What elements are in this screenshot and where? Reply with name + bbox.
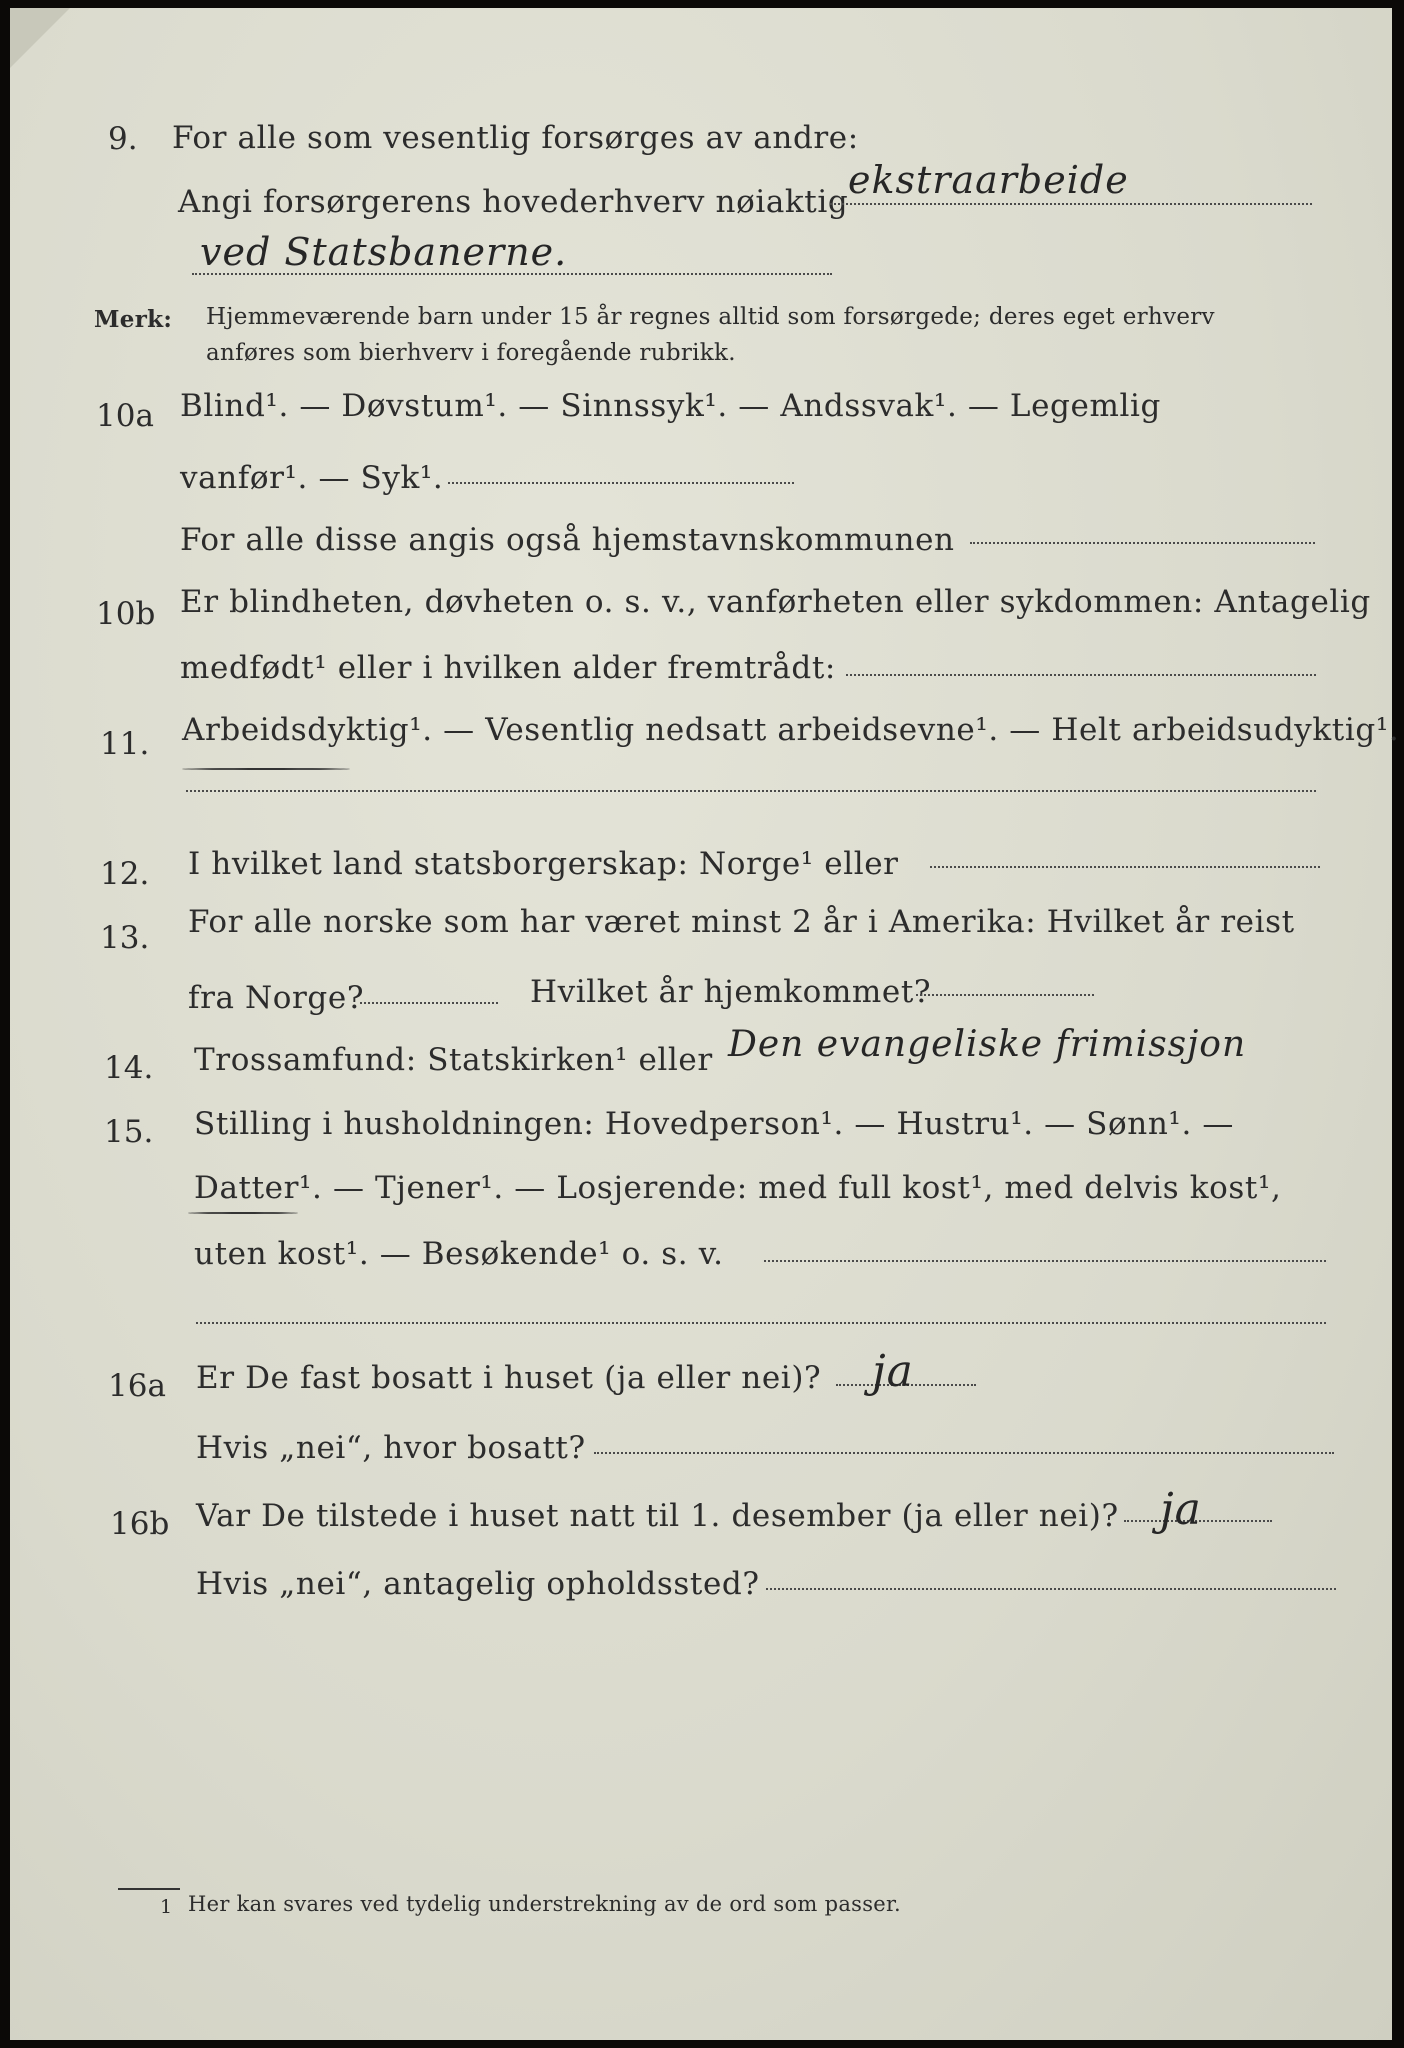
q13-line2b: Hvilket år hjemkommet? — [530, 974, 932, 1010]
q16b-line1: Var De tilstede i huset natt til 1. desember (ja eller nei)? — [196, 1498, 1119, 1534]
q9-handwritten-answer2: ved Statsbanerne. — [200, 230, 568, 274]
q15-line2: Datter¹. — Tjener¹. — Losjerende: med full kost¹, med delvis kost¹, — [194, 1170, 1282, 1206]
q9-number: 9. — [108, 121, 138, 157]
q14-line1: Trossamfund: Statskirken¹ eller — [194, 1042, 713, 1078]
footnote-rule — [118, 1888, 180, 1890]
q12-answer-line — [930, 866, 1320, 868]
q16a-number: 16a — [108, 1368, 166, 1404]
q10a-number: 10a — [96, 398, 154, 434]
q10a-line2: vanfør¹. — Syk¹. — [180, 460, 444, 496]
q11-underline-mark — [182, 768, 350, 770]
q16b-line2: Hvis „nei“, antagelig opholdssted? — [196, 1566, 760, 1602]
q16a-handwritten-answer: ja — [872, 1346, 914, 1397]
q15-answer-line2 — [196, 1322, 1326, 1324]
q13-answer-line-reist — [360, 1002, 498, 1004]
q13-number: 13. — [100, 920, 150, 956]
q13-answer-line-hjemkommet — [916, 994, 1094, 996]
q14-number: 14. — [104, 1050, 154, 1086]
q11-answer-line — [186, 790, 1316, 792]
q11-line1: Arbeidsdyktig¹. — Vesentlig nedsatt arbeidsevne¹. — Helt arbeidsudyktig¹. — [182, 712, 1400, 748]
q9-line1: For alle som vesentlig forsørges av andre: — [172, 120, 859, 156]
q9-line2: Angi forsørgerens hovederhverv nøiaktig — [178, 184, 849, 220]
merk-line1: Hjemmeværende barn under 15 år regnes alltid som forsørgede; deres eget erhverv — [206, 304, 1215, 330]
q10b-line1: Er blindheten, døvheten o. s. v., vanførheten eller sykdommen: Antagelig — [180, 584, 1371, 620]
q10a-answer-line2 — [970, 542, 1315, 544]
q12-number: 12. — [100, 856, 150, 892]
q15-line1: Stilling i husholdningen: Hovedperson¹. — Hustru¹. — Sønn¹. — — [194, 1106, 1234, 1142]
q16b-handwritten-answer: ja — [1160, 1484, 1202, 1535]
q13-line2a: fra Norge? — [188, 980, 365, 1016]
census-form-page — [10, 8, 1400, 2040]
merk-label: Merk: — [94, 306, 173, 333]
q15-answer-line1 — [764, 1260, 1326, 1262]
q10b-line2: medfødt¹ eller i hvilken alder fremtrådt: — [180, 650, 836, 686]
q15-line3: uten kost¹. — Besøkende¹ o. s. v. — [194, 1236, 724, 1272]
q16a-line1: Er De fast bosatt i huset (ja eller nei)? — [196, 1360, 822, 1396]
merk-line2: anføres som bierhverv i foregående rubrikk. — [206, 340, 736, 366]
q16a-line2: Hvis „nei“, hvor bosatt? — [196, 1430, 586, 1466]
folded-corner — [10, 8, 70, 68]
footnote-text: Her kan svares ved tydelig understrekning av de ord som passer. — [188, 1892, 902, 1916]
q11-number: 11. — [100, 726, 150, 762]
q9-handwritten-answer1: ekstraarbeide — [848, 158, 1129, 202]
q10b-answer-line — [846, 674, 1316, 676]
q15-number: 15. — [104, 1114, 154, 1150]
q10a-line3: For alle disse angis også hjemstavnskommunen — [180, 522, 955, 558]
q10b-number: 10b — [96, 596, 156, 632]
q15-underline-mark — [188, 1212, 298, 1214]
q9-answer-line1 — [830, 203, 1312, 205]
q13-line1: For alle norske som har været minst 2 år i Amerika: Hvilket år reist — [188, 904, 1295, 940]
footnote-mark: 1 — [160, 1896, 173, 1918]
q14-handwritten-answer: Den evangeliske frimissjon — [728, 1024, 1247, 1065]
q16a-bosatt-line — [594, 1452, 1334, 1454]
q16b-opholdssted-line — [766, 1588, 1336, 1590]
q12-line1: I hvilket land statsborgerskap: Norge¹ eller — [188, 846, 899, 882]
q16b-number: 16b — [110, 1506, 170, 1542]
q10a-line1: Blind¹. — Døvstum¹. — Sinnssyk¹. — Andssvak¹. — Legemlig — [180, 388, 1161, 424]
q10a-answer-line1 — [448, 482, 794, 484]
